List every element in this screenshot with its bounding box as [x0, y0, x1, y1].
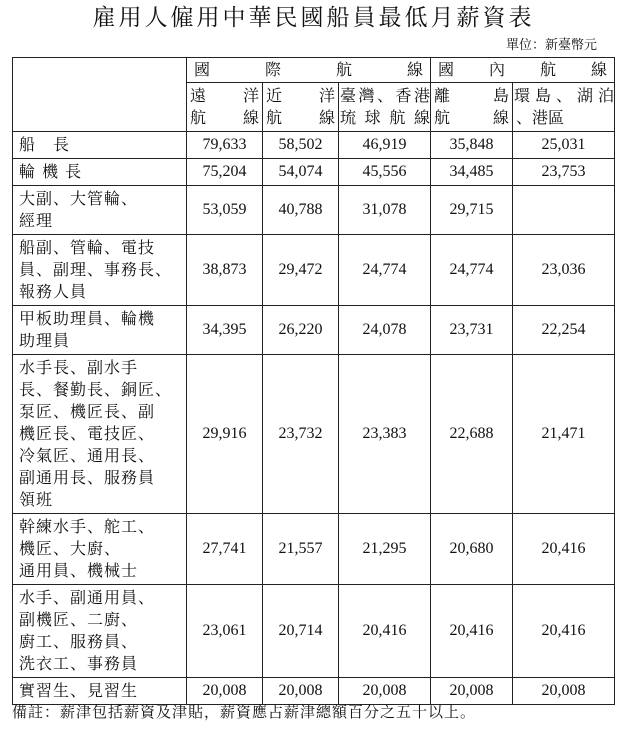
salary-cell: 20,008 [339, 678, 431, 705]
salary-cell: 20,416 [431, 585, 513, 678]
salary-cell: 29,472 [263, 235, 339, 306]
group-international: 國 際 航 線 [187, 58, 431, 83]
position-label-line: 洗衣工、事務員 [19, 654, 139, 673]
position-cell [13, 585, 187, 678]
position-cell [13, 306, 187, 355]
salary-cell: 40,788 [263, 186, 339, 235]
position-label-line: 長、餐勤長、銅匠、 [19, 380, 173, 399]
salary-cell: 20,416 [513, 514, 615, 585]
position-label-line: 助理員 [19, 331, 71, 350]
col-header-ocean: 遠 洋 航 線 [187, 83, 263, 132]
position-label-line: 廚工、服務員、 [19, 632, 139, 651]
salary-cell: 58,502 [263, 132, 339, 159]
position-label-line: 船 長 [19, 135, 71, 154]
currency-unit: 單位：新臺幣元 [505, 38, 597, 53]
salary-cell: 20,416 [339, 585, 431, 678]
salary-cell: 35,848 [431, 132, 513, 159]
table-row [13, 585, 615, 678]
table-row [13, 514, 615, 585]
table-row [13, 355, 615, 514]
position-label-line: 經理 [19, 211, 54, 230]
salary-cell: 22,254 [513, 306, 615, 355]
position-cell [13, 355, 187, 514]
position-label-line: 報務人員 [19, 282, 88, 301]
page-title: 雇用人僱用中華民國船員最低月薪資表 [92, 5, 535, 31]
table-row [13, 678, 615, 705]
col-header-coastal: 環島、湖泊 、港區 [513, 83, 615, 132]
salary-cell: 20,416 [513, 585, 615, 678]
salary-cell: 23,732 [263, 355, 339, 514]
position-label-line: 副通用長、服務員 [19, 468, 156, 487]
salary-cell: 21,557 [263, 514, 339, 585]
salary-cell: 25,031 [513, 132, 615, 159]
position-cell [13, 514, 187, 585]
salary-cell: 23,036 [513, 235, 615, 306]
salary-cell: 29,916 [187, 355, 263, 514]
position-label-line: 大副、大管輪、 [19, 189, 139, 208]
col-header-taiwan-hk: 臺灣、香港 琉球航線 [339, 83, 431, 132]
salary-table [12, 57, 615, 705]
group-domestic: 國 內 航 線 [431, 58, 615, 83]
salary-cell: 23,061 [187, 585, 263, 678]
salary-cell: 29,715 [431, 186, 513, 235]
col-header-outlying: 離 島 航 線 [431, 83, 513, 132]
corner-cell [13, 58, 187, 132]
col-header-near-sea: 近 洋 航 線 [263, 83, 339, 132]
salary-cell: 79,633 [187, 132, 263, 159]
salary-cell: 24,774 [431, 235, 513, 306]
table-row [13, 132, 615, 159]
position-label-line: 領班 [19, 490, 54, 509]
salary-cell: 27,741 [187, 514, 263, 585]
table-row [13, 159, 615, 186]
salary-cell: 20,008 [187, 678, 263, 705]
salary-cell: 34,485 [431, 159, 513, 186]
salary-cell: 45,556 [339, 159, 431, 186]
position-label-line: 機匠長、電技匠、 [19, 424, 156, 443]
salary-cell: 54,074 [263, 159, 339, 186]
salary-cell: 21,471 [513, 355, 615, 514]
position-cell [13, 678, 187, 705]
position-label-line: 幹練水手、舵工、 [19, 517, 156, 536]
salary-cell: 75,204 [187, 159, 263, 186]
position-cell [13, 235, 187, 306]
table-row [13, 186, 615, 235]
salary-cell: 20,714 [263, 585, 339, 678]
footnote: 備註：薪津包括薪資及津貼，薪資應占薪津總額百分之五十以上。 [12, 703, 477, 721]
position-label-line: 員、副理、事務長、 [19, 260, 173, 279]
salary-cell: 31,078 [339, 186, 431, 235]
salary-cell: 20,008 [263, 678, 339, 705]
group-header-row [13, 58, 615, 83]
position-label-line: 冷氣匠、通用長、 [19, 446, 156, 465]
salary-cell: 23,731 [431, 306, 513, 355]
position-label-line: 甲板助理員、輪機 [19, 309, 156, 328]
salary-cell: 26,220 [263, 306, 339, 355]
salary-cell: 20,008 [431, 678, 513, 705]
salary-cell: 22,688 [431, 355, 513, 514]
salary-cell: 46,919 [339, 132, 431, 159]
salary-cell: 23,753 [513, 159, 615, 186]
table-row [13, 306, 615, 355]
position-label-line: 水手、副通用員、 [19, 588, 156, 607]
position-cell [13, 159, 187, 186]
salary-cell: 38,873 [187, 235, 263, 306]
position-label-line: 水手長、副水手 [19, 358, 139, 377]
position-label-line: 泵匠、機匠長、副 [19, 402, 156, 421]
salary-cell: 20,008 [513, 678, 615, 705]
position-cell [13, 132, 187, 159]
salary-cell: 23,383 [339, 355, 431, 514]
position-label-line: 通用員、機械士 [19, 561, 139, 580]
salary-cell: 20,680 [431, 514, 513, 585]
position-label-line: 副機匠、二廚、 [19, 610, 139, 629]
salary-cell: 53,059 [187, 186, 263, 235]
table-row [13, 235, 615, 306]
salary-cell: 24,078 [339, 306, 431, 355]
salary-cell: 21,295 [339, 514, 431, 585]
salary-cell: 24,774 [339, 235, 431, 306]
position-label-line: 機匠、大廚、 [19, 539, 122, 558]
position-label-line: 船副、管輪、電技 [19, 238, 156, 257]
salary-cell: 34,395 [187, 306, 263, 355]
position-cell [13, 186, 187, 235]
position-label-line: 實習生、見習生 [19, 681, 139, 700]
position-label-line: 輪 機 長 [19, 162, 83, 181]
salary-cell [513, 186, 615, 235]
